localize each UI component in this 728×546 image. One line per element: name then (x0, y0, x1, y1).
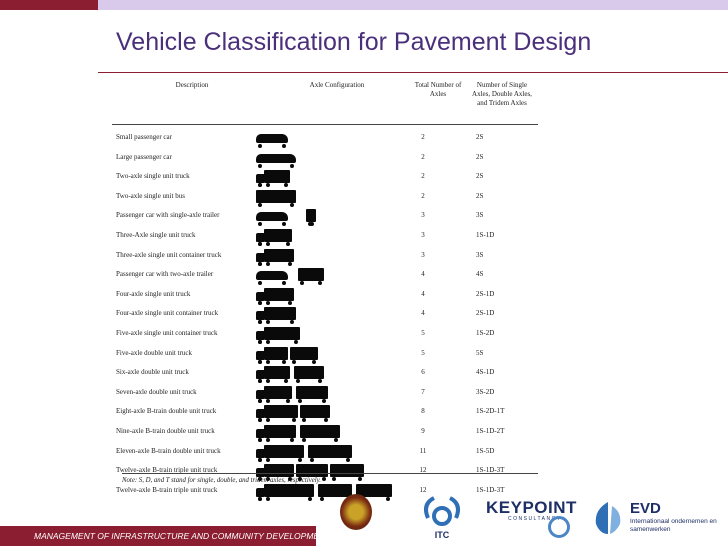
row-total-axles: 12 (419, 466, 427, 475)
svg-text:ITC: ITC (434, 530, 450, 540)
keypoint-logo-subtext: CONSULTANCY (508, 516, 562, 522)
row-axle-breakdown: 3S (476, 250, 484, 259)
evd-logo-text: EVD (630, 500, 661, 517)
row-total-axles: 4 (421, 309, 425, 318)
row-total-axles: 6 (421, 368, 425, 377)
row-description: Two-axle single unit truck (116, 172, 190, 181)
table-row (112, 443, 538, 463)
row-total-axles: 9 (421, 426, 425, 435)
keypoint-swirl-icon (548, 516, 570, 538)
keypoint-logo-text: KEYPOINT (486, 498, 577, 517)
row-axle-breakdown: 1S-1D-3T (476, 466, 505, 475)
row-description: Three-Axle single unit truck (116, 230, 196, 239)
row-description: Twelve-axle B-train triple unit truck (116, 485, 218, 494)
row-axle-breakdown: 4S (476, 270, 484, 279)
row-total-axles: 3 (421, 250, 425, 259)
row-total-axles: 2 (421, 152, 425, 161)
row-description: Eight-axle B-train double unit truck (116, 407, 217, 416)
row-axle-breakdown: 3S-2D (476, 387, 495, 396)
row-axle-breakdown: 2S (476, 191, 484, 200)
university-seal-logo (340, 494, 372, 530)
row-description: Eleven-axle B-train double unit truck (116, 446, 221, 455)
row-axle-breakdown: 1S-2D-1T (476, 407, 505, 416)
row-total-axles: 11 (419, 446, 427, 455)
row-total-axles: 8 (421, 407, 425, 416)
table-row (112, 423, 538, 443)
header-band-right (98, 0, 728, 10)
header-description: Description (175, 81, 209, 89)
header-number-of-axles: Number of Single Axles, Double Axles, and Tridem Axles (472, 81, 532, 107)
table-row (112, 129, 538, 149)
row-total-axles: 5 (421, 328, 425, 337)
table-row (112, 266, 538, 286)
row-axle-breakdown: 2S (476, 172, 484, 181)
table-row (112, 207, 538, 227)
row-axle-breakdown: 2S (476, 133, 484, 141)
table-note: Note: S, D, and T stand for single, double, and tridem axles, respectively. (122, 473, 538, 484)
row-description: Two-axle single unit bus (116, 191, 185, 200)
row-axle-breakdown: 1S-5D (476, 446, 495, 455)
table-row (112, 168, 538, 188)
row-axle-breakdown: 1S-2D (476, 328, 495, 337)
row-total-axles: 4 (421, 270, 425, 279)
row-description: Passenger car with two-axle trailer (116, 270, 214, 279)
table-row (112, 188, 538, 208)
row-description: Four-axle single unit container truck (116, 309, 219, 318)
header-total-axles: Total Number of Axles (414, 81, 462, 98)
row-total-axles: 4 (421, 289, 425, 298)
row-total-axles: 12 (419, 485, 427, 494)
evd-mark-icon (590, 500, 626, 536)
table-header (112, 78, 538, 125)
row-total-axles: 3 (421, 230, 425, 239)
row-description: Nine-axle B-train double unit truck (116, 426, 215, 435)
row-total-axles: 2 (421, 133, 425, 141)
row-description: Small passenger car (116, 133, 172, 141)
row-description: Five-axle double unit truck (116, 348, 193, 357)
itc-logo (420, 490, 464, 540)
row-axle-breakdown: 2S-1D (476, 309, 495, 318)
row-axle-breakdown: 4S-1D (476, 368, 495, 377)
table-row (112, 286, 538, 306)
table-row (112, 345, 538, 365)
evd-logo-subtext: Internationaal ondernemen en samenwerken (630, 518, 717, 533)
table-row (112, 403, 538, 423)
row-description: Seven-axle double unit truck (116, 387, 197, 396)
table-row (112, 149, 538, 169)
row-axle-breakdown: 2S (476, 152, 484, 161)
row-total-axles: 5 (421, 348, 425, 357)
footer-text: MANAGEMENT OF INFRASTRUCTURE AND COMMUNITY DEVELOPMENT (34, 531, 331, 541)
slide-title: Vehicle Classification for Pavement Design (116, 28, 592, 56)
row-total-axles: 2 (421, 191, 425, 200)
header-axle-configuration: Axle Configuration (309, 81, 365, 89)
row-description: Five-axle single unit container truck (116, 328, 218, 337)
row-axle-breakdown: 3S (476, 211, 484, 220)
row-description: Four-axle single unit truck (116, 289, 191, 298)
row-total-axles: 2 (421, 172, 425, 181)
row-description: Six-axle double unit truck (116, 368, 189, 377)
row-total-axles: 7 (421, 387, 425, 396)
title-divider (98, 72, 728, 73)
table-row (112, 482, 538, 502)
table-row (112, 325, 538, 345)
row-axle-breakdown: 1S-1D-2T (476, 426, 505, 435)
table-row (112, 227, 538, 247)
table-body (112, 129, 538, 501)
row-total-axles: 3 (421, 211, 425, 220)
table-row (112, 305, 538, 325)
row-axle-breakdown: 5S (476, 348, 484, 357)
table-row (112, 247, 538, 267)
row-axle-breakdown: 1S-1D-3T (476, 485, 505, 494)
row-axle-breakdown: 1S-1D (476, 230, 495, 239)
row-description: Three-axle single unit container truck (116, 250, 222, 259)
table-row (112, 384, 538, 404)
row-description: Large passenger car (116, 152, 172, 161)
header-band-left (0, 0, 98, 10)
footer-bar (0, 526, 331, 546)
row-description: Passenger car with single-axle trailer (116, 211, 220, 220)
row-axle-breakdown: 2S-1D (476, 289, 495, 298)
row-description: Twelve-axle B-train triple unit truck (116, 466, 218, 475)
table-row (112, 364, 538, 384)
